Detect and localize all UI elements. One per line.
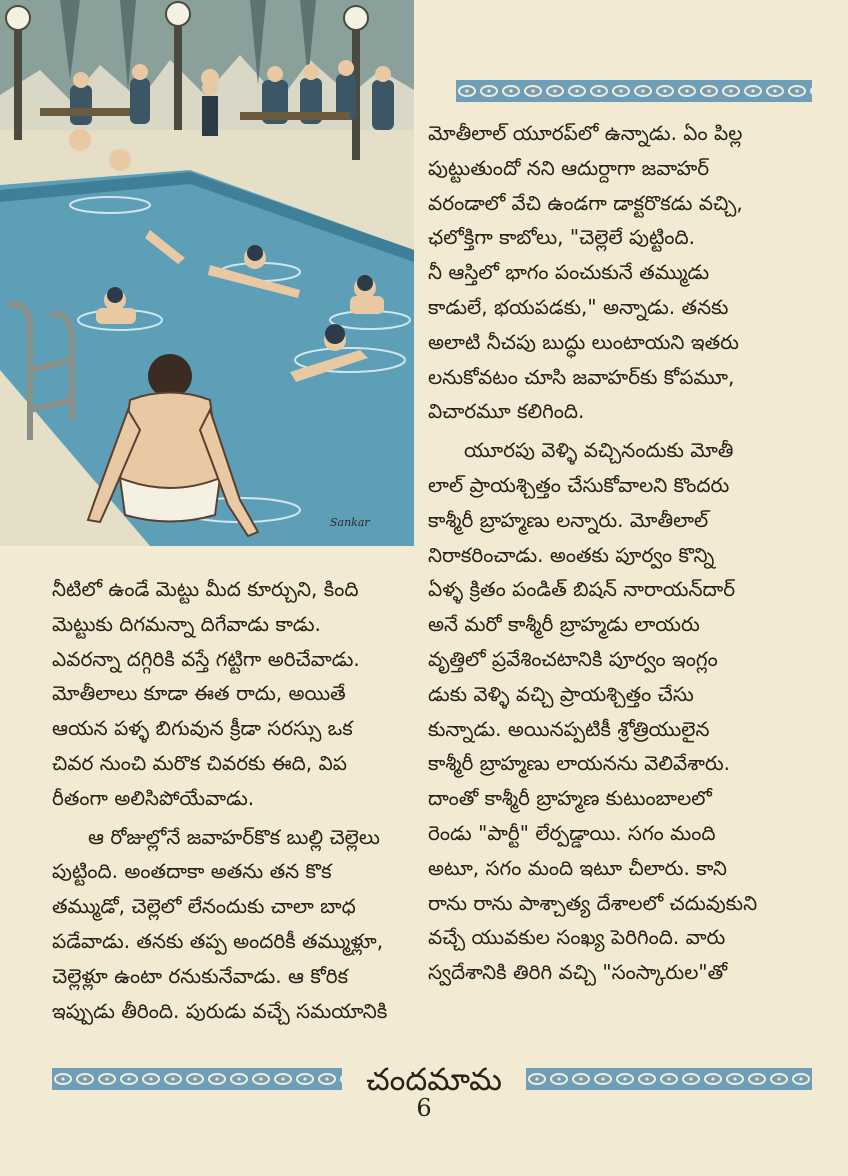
- swimming-pool-illustration: [0, 0, 414, 546]
- text-line: ఆ రోజుల్లోనే జవాహర్‌కొక బుల్లి చెల్లెలు: [88, 824, 380, 849]
- text-line: రాను రాను పాశ్చాత్య దేశాలలో చదువుకుని: [428, 890, 758, 915]
- text-line: వచ్చే యువకుల సంఖ్య పెరిగింది. వారు: [428, 925, 726, 950]
- chain-pattern-icon: [526, 1068, 812, 1090]
- text-line: ఎవరన్నా దగ్గిరికి వస్తే గట్టిగా అరిచేవాడు.: [52, 646, 360, 671]
- text-line: అటూ, సగం మంది ఇటూ చీలారు. కాని: [428, 855, 727, 880]
- decorative-border-footer-right: [526, 1068, 812, 1090]
- text-line: నీ ఆస్తిలో భాగం పంచుకునే తమ్ముడు: [428, 260, 710, 285]
- text-line: లనుకోవటం చూసి జవాహర్‌కు కోపమూ,: [428, 364, 735, 389]
- text-line: స్వదేశానికి తిరిగి వచ్చి "సంస్కారుల"తో: [428, 960, 728, 985]
- left-column: [52, 572, 414, 1028]
- text-line: దాంతో కాశ్మీరీ బ్రాహ్మణ కుటుంబాలలో: [428, 786, 712, 811]
- chain-pattern-icon: [52, 1068, 342, 1090]
- paragraph: [52, 572, 414, 816]
- text-line: డుకు వెళ్ళి వచ్చి ప్రాయశ్చిత్తం చేసు: [428, 681, 694, 706]
- magazine-title: చందమామ: [366, 1062, 502, 1098]
- text-line: వరండాలో వేచి ఉండగా డాక్టరొకడు వచ్చి,: [428, 190, 743, 215]
- text-line: కాడులే, భయపడకు," అన్నాడు. తనకు: [428, 294, 729, 319]
- text-line: ఆయన పళ్ళ బిగువున క్రీడా సరస్సు ఒక: [52, 716, 353, 741]
- text-line: కాశ్మీరీ బ్రాహ్మణు లన్నారు. మోతీలాల్: [428, 507, 709, 532]
- swimming-pool-illustration-icon: [0, 0, 414, 546]
- text-line: తమ్ముడో, చెల్లెలో లేనందుకు చాలా బాధ: [52, 894, 356, 919]
- text-line: రెండు "పార్టీ" లేర్పడ్డాయి. సగం మంది: [428, 820, 716, 845]
- text-line: నీటిలో ఉండే మెట్టు మీద కూర్చుని, కింది: [52, 577, 359, 601]
- text-line: యూరపు వెళ్ళి వచ్చినందుకు మోతీ: [464, 438, 734, 463]
- text-line: విచారమూ కలిగింది.: [428, 399, 585, 424]
- text-line: ఇప్పుడు తీరింది. పురుడు వచ్చే సమయానికి: [52, 998, 388, 1023]
- text-line: ఛలోక్తిగా కాబోలు, "చెల్లెలే పుట్టింది.: [428, 225, 696, 250]
- text-line: రీతంగా అలిసిపోయేవాడు.: [52, 785, 255, 810]
- page-number: 6: [416, 1094, 432, 1122]
- decorative-border-footer-left: [52, 1068, 342, 1090]
- text-line: పుట్టుతుందో నని ఆదుర్దాగా జవాహర్: [428, 155, 710, 180]
- text-line: మోతీలాలు కూడా ఈత రాదు, అయితే: [52, 681, 346, 706]
- paragraph: [428, 116, 828, 429]
- text-line: ఏళ్ళ క్రితం పండిత్ బిషన్ నారాయన్‌దార్: [428, 577, 736, 602]
- text-line: అలాటి నీచపు బుద్ధు లుంటాయని ఇతరు: [428, 329, 739, 354]
- text-line: కాశ్మీరీ బ్రాహ్మణు లాయనను వెలివేశారు.: [428, 751, 730, 776]
- illustrator-signature: Sankar: [330, 516, 370, 529]
- decorative-border-top: [456, 80, 812, 102]
- paragraph: [428, 433, 828, 990]
- text-line: నిరాకరించాడు. అంతకు పూర్వం కొన్ని: [428, 542, 715, 567]
- text-line: పడేవాడు. తనకు తప్ప అందరికీ తమ్ముళ్లూ,: [52, 928, 384, 953]
- text-line: వృత్తిలో ప్రవేశించటానికి పూర్వం ఇంగ్లం: [428, 646, 718, 671]
- text-line: కున్నాడు. అయినప్పటికీ శ్రోత్రియులైన: [428, 716, 710, 741]
- text-line: మెట్టుకు దిగమన్నా దిగేవాడు కాడు.: [52, 611, 321, 636]
- text-line: చివర నుంచి మరొక చివరకు ఈది, విప: [52, 750, 347, 775]
- text-line: అనే మరో కాశ్మీరీ బ్రాహ్మడు లాయరు: [428, 612, 700, 637]
- chain-pattern-icon: [456, 80, 812, 102]
- right-column: [428, 116, 828, 990]
- text-line: మోతీలాల్ యూరప్‌లో ఉన్నాడు. ఏం పిల్ల: [428, 121, 743, 145]
- text-line: చెల్లెళ్లూ ఉంటా రనుకునేవాడు. ఆ కోరిక: [52, 963, 349, 988]
- text-line: లాల్ ప్రాయశ్చిత్తం చేసుకోవాలని కొందరు: [428, 472, 730, 497]
- paragraph: [52, 820, 414, 1029]
- text-line: పుట్టింది. అంతదాకా అతను తన కొక: [52, 859, 332, 884]
